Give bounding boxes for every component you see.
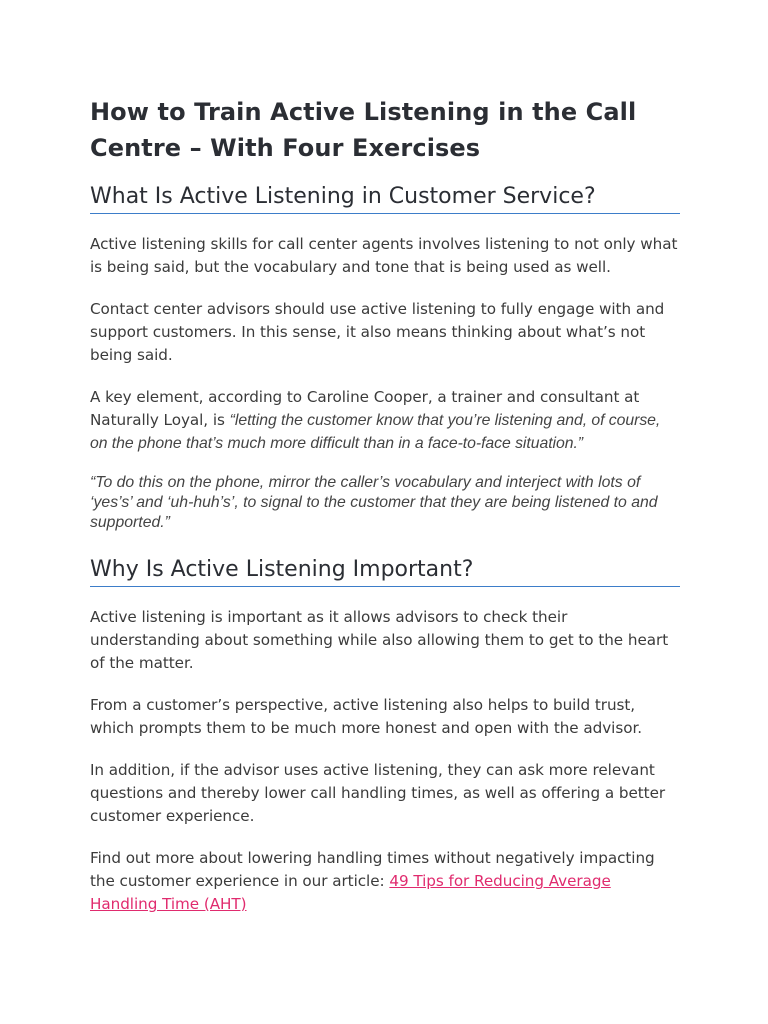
section-heading-what-is-active-listening: What Is Active Listening in Customer Service?	[90, 182, 680, 214]
article	[90, 94, 680, 916]
paragraph-text: Find out more about lowering handling times without negatively impacting the customer experience in our article:	[90, 849, 655, 890]
paragraph: In addition, if the advisor uses active listening, they can ask more relevant questions and thereby lower call handling times, as well as offering a better customer experience.	[90, 761, 666, 825]
block-quote: “To do this on the phone, mirror the caller’s vocabulary and interject with lots of ‘yes’s’ and ‘uh-huh’s’, to signal to the customer that they are being listened to and supported.”	[90, 474, 658, 531]
paragraph-text: A key element, according to Caroline Cooper, a trainer and consultant at Naturally Loyal, is	[90, 388, 640, 429]
paragraph: Contact center advisors should use active listening to fully engage with and support customers. In this sense, it also means thinking about what’s not being said.	[90, 300, 665, 364]
paragraph: From a customer’s perspective, active listening also helps to build trust, which prompts them to be much more honest and open with the advisor.	[90, 696, 643, 737]
inline-quote: “letting the customer know that you’re listening and, of course, on the phone that’s much more difficult than in a face-to-face situation.”	[90, 412, 661, 452]
paragraph: Active listening skills for call center agents involves listening to not only what is being said, but the vocabulary and tone that is being used as well.	[90, 235, 678, 276]
paragraph-with-link	[90, 847, 680, 916]
article-title: How to Train Active Listening in the Call Centre – With Four Exercises	[90, 98, 637, 162]
section-heading-why-important: Why Is Active Listening Important?	[90, 555, 680, 587]
aht-tips-link[interactable]: 49 Tips for Reducing Average Handling Time (AHT)	[90, 872, 611, 913]
paragraph: Active listening is important as it allows advisors to check their understanding about something while also allowing them to get to the heart of the matter.	[90, 608, 669, 672]
paragraph-with-quote	[90, 386, 680, 455]
